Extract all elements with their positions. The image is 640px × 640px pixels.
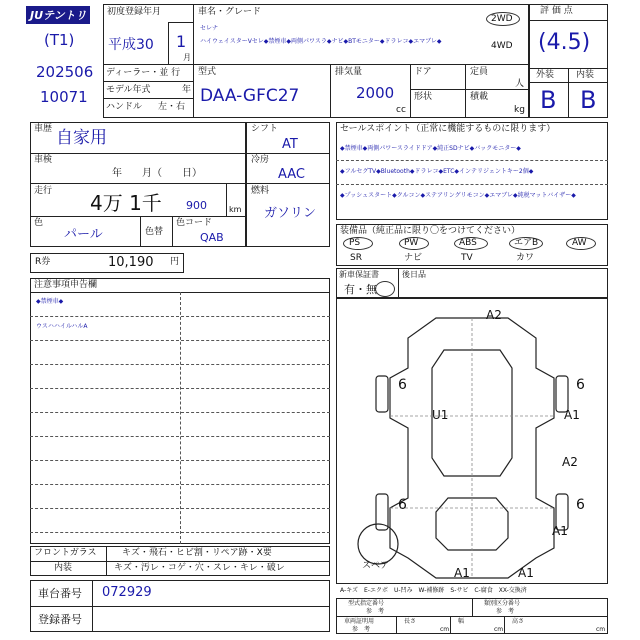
spec-cert: 車両証明用 <box>344 618 375 625</box>
capacity-unit: 人 <box>515 79 525 89</box>
model-year-unit: 年 <box>182 85 192 95</box>
history-label: 車歴 <box>34 124 53 134</box>
car-name: セレナ <box>200 25 219 32</box>
damage-mark: A1 <box>518 566 534 580</box>
handle-label: ハンドル <box>106 102 143 112</box>
color-label: 色 <box>34 218 44 228</box>
spec-height: 高さ <box>512 618 525 625</box>
color-code-label: 色コード <box>176 218 213 228</box>
eval-int-label: 内装 <box>576 70 595 80</box>
history-value: 自家用 <box>56 128 107 148</box>
damage-mark: A1 <box>564 408 580 422</box>
disp-value: 2000 <box>356 84 395 102</box>
ac-value: AAC <box>278 167 305 182</box>
date-code: 202506 <box>36 63 94 81</box>
equip-aw: AW <box>572 238 587 248</box>
spec-cm2: cm <box>494 626 504 633</box>
lot-number: 10071 <box>40 88 88 106</box>
notes-line: ◆禁煙車◆ <box>36 298 64 305</box>
fuel-label: 燃料 <box>251 186 270 196</box>
spec-length: 長さ <box>404 618 417 625</box>
color-value: パール <box>64 227 103 242</box>
recycle-label: R券 <box>35 257 51 267</box>
interior-value: キズ・汚レ・コゲ・穴・スレ・キレ・破レ <box>114 563 285 573</box>
spec-cm1: cm <box>440 626 450 633</box>
damage-mark: 6 <box>576 497 585 513</box>
damage-mark: 6 <box>576 377 585 393</box>
notes-line: ウスハハイルハルA <box>36 323 88 330</box>
eval-int: B <box>580 86 597 114</box>
color-code: QAB <box>200 231 224 244</box>
shape-label: 形状 <box>414 92 433 102</box>
type-label: 型式 <box>198 67 217 77</box>
equip-navi: ナビ <box>404 253 423 263</box>
mileage-unit: km <box>229 205 242 214</box>
eval-score: (4.5) <box>538 30 591 55</box>
door-label: ドア <box>414 67 432 77</box>
recycle-value: 10,190 <box>108 255 154 270</box>
later-label: 後日品 <box>402 270 426 279</box>
equip-abs: ABS <box>459 238 477 248</box>
warranty-circle <box>375 281 395 297</box>
lot-code: (T1) <box>44 31 75 49</box>
reg-label: 初度登録年月 <box>107 7 162 17</box>
damage-mark: A2 <box>562 455 578 469</box>
spec-type-no: 型式指定番号 <box>348 600 385 607</box>
dealer-label: ディーラー・並 行 <box>106 68 181 78</box>
drive-2wd: 2WD <box>491 14 513 24</box>
brand-logo: JUテントリ <box>26 6 90 24</box>
recycle-unit: 円 <box>170 257 180 267</box>
shift-value: AT <box>282 137 298 152</box>
equip-ps: PS <box>349 238 361 248</box>
reg-month-unit: 月 <box>183 53 191 62</box>
damage-legend: A-キズ E-エクボ U-凹み W-補修跡 S-サビ C-腐食 XX-交換済 <box>340 587 527 594</box>
damage-mark: A1 <box>454 566 470 580</box>
sales-line: ◆プッシュスタート◆クルコン◆ステアリングリモコン◆エマブレ◆純税マットバイザー◆ <box>340 192 576 199</box>
inspection-value: 年 月（ 日） <box>112 168 202 179</box>
mileage-value: 4万 1千 <box>90 191 162 215</box>
sales-line: ◆フルセグTV◆Bluetooth◆ドラレコ◆ETC◆インテリジェントキー2個◆ <box>340 168 534 175</box>
capacity-label: 定員 <box>470 67 489 77</box>
load-label: 積載 <box>470 92 489 102</box>
handle-value: 左・右 <box>158 102 186 112</box>
warranty-value: 有・無 <box>344 283 377 296</box>
load-unit: kg <box>514 105 525 115</box>
damage-mark: U1 <box>432 408 449 422</box>
notes-title: 注意事項申告欄 <box>34 280 98 290</box>
car-name-label: 車名・グレード <box>198 7 262 17</box>
eval-ext: B <box>540 86 557 114</box>
regno-label: 登録番号 <box>38 613 82 626</box>
fuel-value: ガソリン <box>264 206 317 221</box>
spec-cm3: cm <box>596 626 606 633</box>
equip-title: 装備品（純正品に限り〇をつけてください） <box>340 226 521 236</box>
equip-tv: TV <box>461 253 473 263</box>
spec-class-no: 類別区分番号 <box>484 600 521 607</box>
ac-label: 冷房 <box>251 155 270 165</box>
eval-label: 評 価 点 <box>540 6 573 16</box>
damage-mark: 6 <box>398 497 407 513</box>
reg-year: 平成30 <box>108 37 154 53</box>
eval-ext-label: 外装 <box>536 70 555 80</box>
spec-ref3: 参 考 <box>352 626 371 633</box>
damage-mark: A1 <box>552 524 568 538</box>
glass-value: キズ・飛石・ヒビ割・リペア跡・X要 <box>122 548 272 558</box>
equip-pw: PW <box>404 238 419 248</box>
interior-label: 内装 <box>54 563 73 573</box>
reg-month: 1 <box>176 32 187 51</box>
disp-unit: cc <box>396 105 406 115</box>
damage-mark: 6 <box>398 377 407 393</box>
spec-ref2: 参 考 <box>496 608 515 615</box>
disp-label: 排気量 <box>335 67 363 77</box>
damage-mark: A2 <box>486 308 502 322</box>
car-diagram <box>336 298 608 584</box>
glass-label: フロントガラス <box>34 548 97 558</box>
recycle-box <box>30 253 184 273</box>
inspection-label: 車検 <box>34 155 53 165</box>
mileage-label: 走行 <box>34 186 53 196</box>
drive-4wd: 4WD <box>491 41 513 51</box>
type-value: DAA-GFC27 <box>200 86 300 106</box>
car-grade: ハイウェイスターVセレ◆禁煙車◆両側パワスラ◆ナビ◆BTモニター◆ドラレコ◆エマブレ◆ <box>200 38 442 45</box>
equip-sr: SR <box>350 253 362 263</box>
mileage-extra: 900 <box>186 199 207 212</box>
sales-title: セールスポイント（正常に機能するものに限ります） <box>340 124 556 134</box>
spec-ref1: 参 考 <box>366 608 385 615</box>
warranty-label: 新車保証書 <box>339 270 379 279</box>
chassis-label: 車台番号 <box>38 587 82 600</box>
shift-label: シフト <box>251 124 279 134</box>
equip-airbag: エアB <box>514 238 539 248</box>
chassis-value: 072929 <box>102 585 152 600</box>
spec-width: 幅 <box>458 618 465 625</box>
sales-line: ◆禁煙車◆両側パワースライドドア◆純正SDナビ◆バックモニター◆ <box>340 145 521 152</box>
equip-leather: カワ <box>516 253 535 263</box>
color-change-label: 色替 <box>145 227 164 237</box>
model-year-label: モデル年式 <box>106 85 151 95</box>
spare-label: スペア <box>362 561 390 571</box>
